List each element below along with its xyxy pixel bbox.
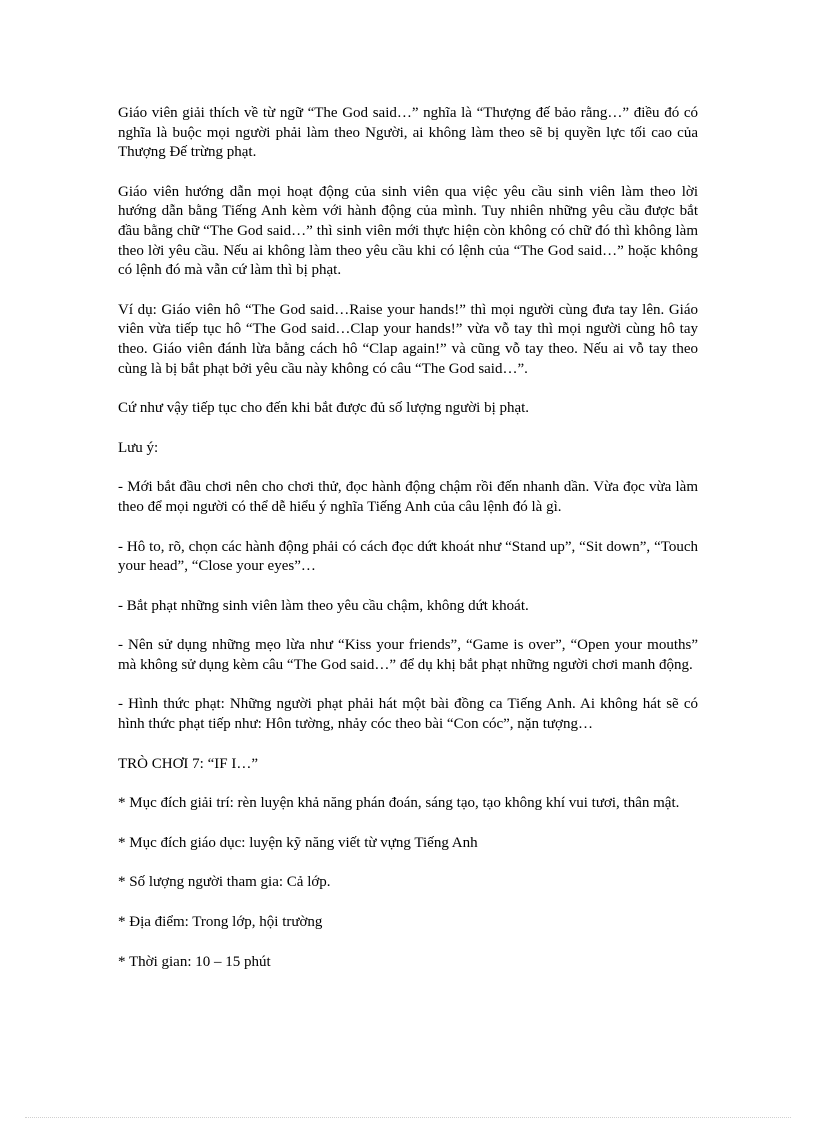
paragraph-god-said-meaning: Giáo viên giải thích về từ ngữ “The God said…” nghĩa là “Thượng đế bảo rằng…” điều đó có nghĩa là buộc mọi người phải làm theo Người, ai không làm theo sẽ bị quyền lực tối cao của Thượng Đế trừng phạt. <box>118 105 698 161</box>
game-7-location: * Địa điểm: Trong lớp, hội trường <box>118 914 323 931</box>
note-item-penalty-form: - Hình thức phạt: Những người phạt phải hát một bài đồng ca Tiếng Anh. Ai không hát sẽ có hình thức phạt tiếp như: Hôn tường, nhảy cóc theo bài “Con cóc”, nặn tượng… <box>118 696 698 733</box>
game-7-duration: * Thời gian: 10 – 15 phút <box>118 953 271 970</box>
note-item-speak-clearly: - Hô to, rõ, chọn các hành động phải có cách đọc dứt khoát như “Stand up”, “Sit down”, “Touch your head”, “Close your eyes”… <box>118 538 698 575</box>
note-item-start-slow: - Mới bắt đầu chơi nên cho chơi thử, đọc hành động chậm rồi đến nhanh dần. Vừa đọc vừa làm theo để mọi người có thể dễ hiểu ý nghĩa Tiếng Anh của câu lệnh đó là gì. <box>118 479 698 515</box>
game-7-heading: TRÒ CHƠI 7: “IF I…” <box>118 755 258 772</box>
game-7-participants: * Số lượng người tham gia: Cả lớp. <box>118 874 331 891</box>
note-item-penalize-slow: - Bắt phạt những sinh viên làm theo yêu cầu chậm, không dứt khoát. <box>118 597 529 614</box>
page-bottom-divider <box>25 1117 791 1118</box>
document-body <box>118 104 698 992</box>
paragraph-example: Ví dụ: Giáo viên hô “The God said…Raise your hands!” thì mọi người cùng đưa tay lên. Giáo viên vừa tiếp tục hô “The God said…Clap your hands!” vừa vỗ tay thì mọi người cùng hô tay theo. Giáo viên đánh lừa bằng cách hô “Clap again!” và cũng vỗ tay theo. Nếu ai vỗ tay theo cùng là bị bắt phạt bởi yêu cầu này không có câu “The God said…”. <box>118 301 698 377</box>
game-7-education-goal: * Mục đích giáo dục: luyện kỹ năng viết từ vựng Tiếng Anh <box>118 834 478 851</box>
note-item-trick-commands: - Nên sử dụng những mẹo lừa như “Kiss your friends”, “Game is over”, “Open your mouths” mà không sử dụng kèm câu “The God said…” để dụ khị bắt phạt những người chơi manh động. <box>118 637 698 673</box>
notes-heading: Lưu ý: <box>118 439 159 456</box>
paragraph-continue: Cứ như vậy tiếp tục cho đến khi bắt được đủ số lượng người bị phạt. <box>118 400 530 417</box>
game-7-entertainment-goal: * Mục đích giải trí: rèn luyện khả năng phán đoán, sáng tạo, tạo không khí vui tươi, thân mật. <box>118 795 680 812</box>
paragraph-teacher-instructions: Giáo viên hướng dẫn mọi hoạt động của sinh viên qua việc yêu cầu sinh viên làm theo lời hướng dẫn bằng Tiếng Anh kèm với hành động của mình. Tuy nhiên những yêu cầu được bắt đầu bằng chữ “The God said…” thì sinh viên mới thực hiện còn không có chữ đó thì không làm theo lời yêu cầu. Nếu ai không làm theo yêu cầu khi có lệnh của “The God said…” hoặc không có lệnh đó mà vẫn cứ làm thì bị phạt. <box>118 183 698 279</box>
